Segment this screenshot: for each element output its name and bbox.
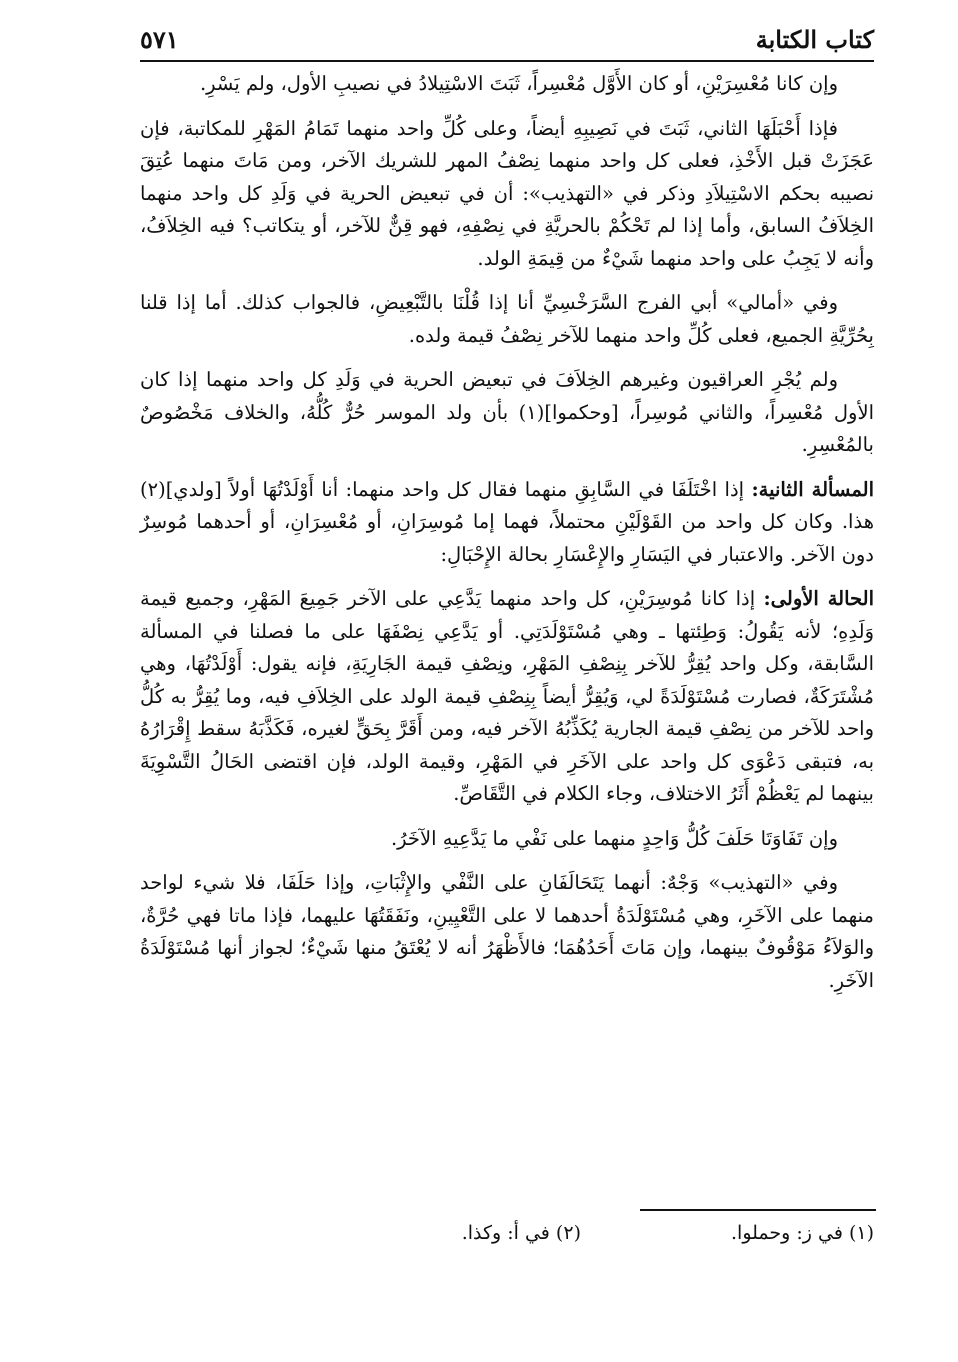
paragraph-text: وإن كانا مُعْسِرَيْنِ، أو كان الأَوَّل مُعْسِراً، ثَبَتَ الاسْتِيلادُ في نصيبِ الأول، ولم يَسْرِ.	[199, 72, 838, 95]
page-header	[140, 14, 874, 62]
section-heading: الحالة الأولى:	[763, 587, 874, 610]
main-text	[140, 68, 874, 1009]
paragraph	[140, 113, 874, 276]
paragraph	[140, 823, 874, 856]
paragraph-text: وإن تَفَاوَتَا حَلَفَ كُلُّ وَاحِدٍ منهما على نَفْي ما يَدَّعِيهِ الآخَرُ.	[390, 826, 838, 850]
paragraph-text: إذا اخْتَلَفَا في السَّابِقِ منهما فقال كل واحد منهما: أنا أَوْلَدْتُهَا أولاً [ولدي](٢) هذا. وكان كل واحد من القَوْلَيْنِ محتملاً، فهما إما مُوسِرَانِ، أو مُعْسِرَانِ، أو أحدهما مُوسِرٌ دون الآخر. والاعتبار في اليَسَارِ والإِعْسَارِ بحالة الإِحْبَالِ:	[140, 477, 874, 566]
book-title: كتاب الكتابة	[755, 25, 874, 54]
footnote-2: (٢) في أ: وكذا.	[461, 1222, 581, 1244]
paragraph	[140, 287, 874, 352]
paragraph-text: وفي «التهذيب» وَجْهٌ: أنهما يَتَحَالَفَانِ على النَّفْي والإِثْبَاتِ، وإذا حَلَفَا، فلا شيء لواحد منهما على الآخَرِ، وهي مُسْتَوْلَدَةُ أحدهما لا على التَّعْيِينِ، ونَفَقَتُهَا عليهما، فإذا ماتا فهي حُرَّةٌ، والوَلاَءُ مَوْقُوفٌ بينهما، وإن مَاتَ أَحَدُهُمَا؛ فالأَظْهَرُ أنه لا يُعْتَقُ منها شَيْءٌ؛ لجواز أنها مُسْتَوْلَدَةُ الآخَرِ.	[140, 871, 874, 992]
section-heading: المسألة الثانية:	[751, 477, 874, 501]
footnotes	[140, 1222, 874, 1244]
paragraph	[140, 867, 874, 997]
paragraph-text: وفي «أمالي» أبي الفرج السَّرَخْسِيِّ أنا إذا قُلْنَا بالتَّبْعِيضِ، فالجواب كذلك. أما إذا قلنا بِحُرِّيَّةِ الجميع، فعلى كُلِّ واحد منهما للآخر نِصْفُ قيمة ولده.	[140, 291, 874, 347]
footnote-1: (١) في ز: وحملوا.	[731, 1222, 874, 1244]
paragraph	[140, 68, 874, 101]
paragraph-text: إذا كانا مُوسِرَيْنِ، كل واحد منهما يَدَّعِي على الآخر جَمِيعَ المَهْرِ، وجميع قيمة وَلَدِهِ؛ لأنه يَقُولُ: وَطِئتها ـ وهي مُسْتَوْلَدَتِي. أو يَدَّعِي نِصْفَهَا على ما فصلنا في المسألة السَّابقة، وكل واحد يُقِرُّ للآخر بِنِصْفِ المَهْرِ، ونِصْفِ قيمة الجَارِيَةِ، فإنه يقول: أَوْلَدْتُهَا، وهي مُشْتَرَكَةٌ، فصارت مُسْتَوْلَدَةً لي، وَيُقِرُّ أيضاً بِنِصْفِ قيمة الولد على الخِلاَفِ فيه، وما يُقِرُّ به كُلُّ واحد للآخر من نِصْفِ قيمة الجارية يُكَذِّبُهُ الآخر فيه، ومن أَقَرَّ بِحَقٍّ لغيره، فَكَذَّبَهُ سقط إِقْرَارُهُ به، فتبقى دَعْوَى كل واحد على الآخَرِ في المَهْرِ، وقيمة الولد، فإن اقتضى الحَالُ التَّسْوِيَةَ بينهما لم يَعْظُمْ أَثَرُ الاختلاف، وجاء الكلام في التَّقَاصِّ.	[140, 587, 874, 805]
paragraph	[140, 583, 874, 811]
footnote-divider	[640, 1209, 876, 1211]
paragraph-text: فإذا أَحْبَلَهَا الثاني، ثَبَتَ في نَصِيبِهِ أيضاً، وعلى كُلِّ واحد منهما تَمَامُ المَهْرِ للمكاتبة، فإن عَجَزَتْ قبل الأَخْذِ، فعلى كل واحد منهما نِصْفُ المهر للشريك الآخر، ومن مَاتَ منهما عُتِقَ نصيبه بحكم الاسْتِيلاَدِ وذكر في «التهذيب»: أن في تبعيض الحرية في وَلَدِ كل واحد منهما الخِلاَفُ السابق، وأما إذا لم تَحْكُمْ بالحريَّةِ في نِصْفِهِ، فهو قِنٌّ للآخر، أو يتكاتب؟ فيه الخِلاَفُ، وأنه لا يَجِبُ على واحد منهما شَيْءٌ من قِيمَةِ الولد.	[140, 116, 874, 270]
page-number: ٥٧١	[140, 25, 179, 54]
paragraph	[140, 364, 874, 462]
paragraph-text: ولم يُجْرِ العراقيون وغيرهم الخِلاَفَ في تبعيض الحرية في وَلَدِ كل واحد منهما إذا كان الأول مُعْسِراً، والثاني مُوسِراً، [وحكموا](١) بأن ولد الموسر حُرٌّ كُلُّهُ، والخلاف مَخْصُوصٌ بالمُعْسِرِ.	[140, 368, 874, 456]
paragraph	[140, 474, 874, 572]
